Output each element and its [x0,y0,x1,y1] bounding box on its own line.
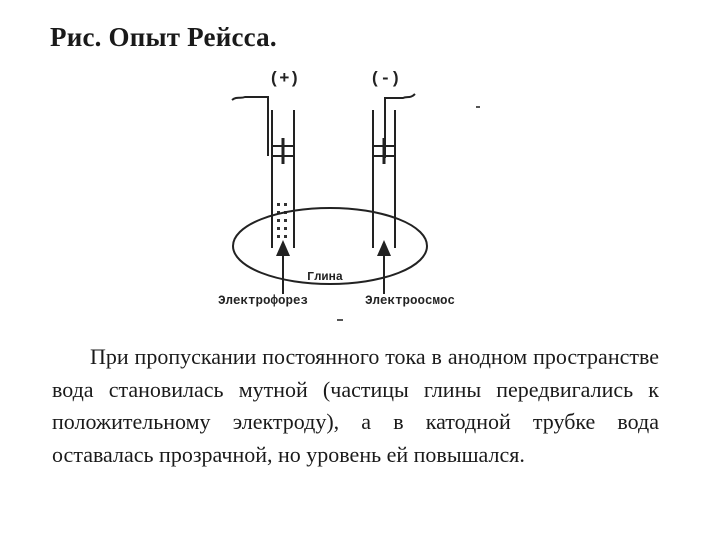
anode-tube [272,110,294,248]
electrophoresis-label: Электрофорез [218,294,309,308]
electroosmosis-arrow [377,240,391,294]
anode-label: (+) [269,70,300,89]
cathode-label: (-) [370,70,401,89]
anode-wire [232,97,268,156]
clay-particles [277,203,287,238]
electroosmosis-label: Электроосмос [365,294,456,308]
description-paragraph [52,341,659,471]
description-text: При пропускании постоянного тока в анодном пространстве вода становилась мутной (частицы глины передвигались к положительному электроду), а в катодной трубке вода оставалась прозрачной, но уровень ей повышался. [52,344,659,467]
cathode-wire [385,94,415,158]
diagram-svg [210,58,510,338]
electrophoresis-arrow [276,240,290,294]
reuss-experiment-diagram [210,58,510,338]
clay-label: Глина [307,270,344,284]
figure-title: Рис. Опыт Рейсса. [50,22,277,52]
